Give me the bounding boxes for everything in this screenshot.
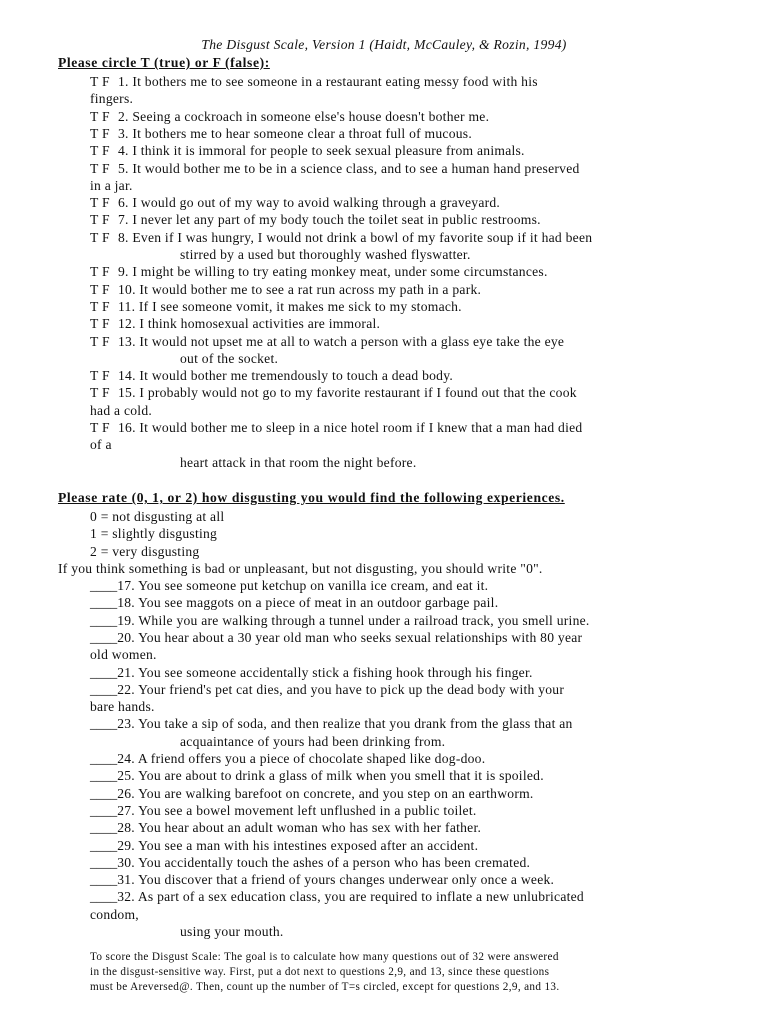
rating-instruction: If you think something is bad or unpleasant, but not disgusting, you should write "0". bbox=[58, 561, 543, 576]
rating-item bbox=[90, 750, 485, 767]
rating-answer-blank[interactable]: ____ bbox=[90, 629, 118, 645]
tf-item-text: 16. It would bother me to sleep in a nice hotel room if I knew that a man had died bbox=[118, 420, 583, 435]
tf-item bbox=[90, 315, 380, 332]
tf-item bbox=[90, 384, 577, 401]
rating-item bbox=[90, 594, 498, 611]
rating-answer-blank[interactable]: ____ bbox=[90, 837, 118, 853]
scoring-line: must be Areversed@. Then, count up the number of T=s circled, except for questions 2,9, and 13. bbox=[90, 981, 560, 993]
rating-item bbox=[90, 785, 534, 802]
true-false-marker[interactable]: T F bbox=[90, 420, 110, 435]
true-false-marker[interactable]: T F bbox=[90, 74, 110, 89]
true-false-marker[interactable]: T F bbox=[90, 143, 110, 159]
tf-item-continuation: fingers. bbox=[90, 91, 134, 107]
rating-answer-blank[interactable]: ____ bbox=[90, 664, 118, 680]
tf-item-text: 5. It would bother me to be in a science class, and to see a human hand preserved bbox=[118, 160, 580, 176]
rating-answer-blank[interactable]: ____ bbox=[90, 612, 118, 628]
section-rating-header: Please rate (0, 1, or 2) how disgusting you would find the following experiences. bbox=[58, 490, 565, 505]
rating-item-text: 17. You see someone put ketchup on vanilla ice cream, and eat it. bbox=[117, 578, 489, 593]
rating-item-continuation: bare hands. bbox=[90, 699, 155, 715]
rating-item-text: 19. While you are walking through a tunnel under a railroad track, you smell urine. bbox=[117, 612, 590, 628]
tf-item bbox=[90, 125, 472, 142]
tf-item bbox=[90, 108, 489, 125]
rating-item-text: 30. You accidentally touch the ashes of a person who has been cremated. bbox=[117, 854, 531, 870]
rating-answer-blank[interactable]: ____ bbox=[90, 751, 118, 766]
tf-item bbox=[90, 194, 500, 211]
rating-item-continuation: condom, bbox=[90, 906, 139, 922]
true-false-marker[interactable]: T F bbox=[90, 229, 110, 245]
true-false-marker[interactable]: T F bbox=[90, 108, 110, 124]
tf-item-continuation: heart attack in that room the night before. bbox=[180, 454, 417, 470]
rating-item bbox=[90, 854, 530, 871]
true-false-marker[interactable]: T F bbox=[90, 298, 110, 314]
rating-item-text: 18. You see maggots on a piece of meat in an outdoor garbage pail. bbox=[117, 595, 499, 611]
tf-item-text: 13. It would not upset me at all to watch a person with a glass eye take the eye bbox=[118, 333, 565, 349]
rating-item-text: 28. You hear about an adult woman who has sex with her father. bbox=[117, 820, 482, 836]
rating-answer-blank[interactable]: ____ bbox=[90, 820, 118, 836]
true-false-marker[interactable]: T F bbox=[90, 160, 110, 176]
tf-item bbox=[90, 211, 541, 228]
rating-item-text: 27. You see a bowel movement left unflushed in a public toilet. bbox=[117, 802, 477, 818]
rating-item-text: 21. You see someone accidentally stick a fishing hook through his finger. bbox=[117, 664, 533, 680]
tf-item-text: 11. If I see someone vomit, it makes me sick to my stomach. bbox=[118, 298, 462, 314]
tf-item-continuation: out of the socket. bbox=[180, 350, 279, 366]
rating-answer-blank[interactable]: ____ bbox=[90, 889, 118, 905]
true-false-marker[interactable]: T F bbox=[90, 212, 110, 228]
tf-item-text: 10. It would bother me to see a rat run across my path in a park. bbox=[118, 281, 482, 297]
true-false-marker[interactable]: T F bbox=[90, 125, 110, 141]
tf-item-continuation: had a cold. bbox=[90, 402, 153, 418]
rating-answer-blank[interactable]: ____ bbox=[90, 785, 118, 801]
tf-item-text: 8. Even if I was hungry, I would not drink a bowl of my favorite soup if it had been bbox=[118, 229, 593, 245]
true-false-marker[interactable]: T F bbox=[90, 368, 110, 384]
tf-item-text: 1. It bothers me to see someone in a restaurant eating messy food with his bbox=[118, 74, 538, 89]
tf-item bbox=[90, 298, 462, 315]
rating-item-text: 26. You are walking barefoot on concrete, and you step on an earthworm. bbox=[117, 785, 534, 801]
scale-item-0: 0 = not disgusting at all bbox=[90, 509, 225, 524]
scoring-line: To score the Disgust Scale: The goal is to calculate how many questions out of 32 were answered bbox=[90, 951, 559, 963]
tf-item bbox=[90, 73, 538, 90]
tf-item bbox=[90, 263, 548, 280]
tf-item-continuation: in a jar. bbox=[90, 177, 133, 193]
tf-item-text: 6. I would go out of my way to avoid walking through a graveyard. bbox=[118, 195, 501, 211]
tf-item-continuation: stirred by a used but thoroughly washed flyswatter. bbox=[180, 247, 471, 262]
rating-item-text: 24. A friend offers you a piece of chocolate shaped like dog-doo. bbox=[117, 751, 486, 766]
scoring-line: in the disgust-sensitive way. First, put a dot next to questions 2,9, and 13, since these questions bbox=[90, 966, 550, 978]
rating-item bbox=[90, 715, 573, 732]
rating-item-text: 31. You discover that a friend of yours changes underwear only once a week. bbox=[117, 872, 555, 888]
rating-item-text: 20. You hear about a 30 year old man who seeks sexual relationships with 80 year bbox=[117, 629, 583, 645]
true-false-marker[interactable]: T F bbox=[90, 333, 110, 349]
rating-item-continuation: using your mouth. bbox=[180, 924, 284, 939]
rating-item bbox=[90, 664, 533, 681]
true-false-marker[interactable]: T F bbox=[90, 385, 110, 401]
true-false-marker[interactable]: T F bbox=[90, 264, 110, 280]
scoring-instructions bbox=[90, 950, 710, 995]
rating-item-text: 22. Your friend's pet cat dies, and you have to pick up the dead body with your bbox=[117, 681, 565, 697]
tf-item-text: 15. I probably would not go to my favorite restaurant if I found out that the cook bbox=[118, 385, 577, 401]
rating-item bbox=[90, 802, 477, 819]
scale-item-2: 2 = very disgusting bbox=[90, 544, 200, 559]
rating-item bbox=[90, 577, 488, 594]
rating-item bbox=[90, 837, 478, 854]
scale-item-1: 1 = slightly disgusting bbox=[90, 526, 218, 541]
rating-item bbox=[90, 767, 544, 784]
rating-item-continuation: old women. bbox=[90, 647, 157, 663]
tf-item bbox=[90, 419, 582, 436]
tf-item bbox=[90, 367, 453, 384]
tf-item bbox=[90, 160, 580, 177]
tf-item-continuation: of a bbox=[90, 437, 112, 453]
tf-item-text: 2. Seeing a cockroach in someone else's house doesn't bother me. bbox=[118, 108, 490, 124]
rating-answer-blank[interactable]: ____ bbox=[90, 802, 118, 818]
rating-item bbox=[90, 888, 584, 905]
rating-item-text: 23. You take a sip of soda, and then realize that you drank from the glass that an bbox=[117, 716, 573, 732]
tf-item bbox=[90, 229, 592, 246]
true-false-marker[interactable]: T F bbox=[90, 195, 110, 211]
rating-answer-blank[interactable]: ____ bbox=[90, 716, 118, 732]
tf-item bbox=[90, 281, 481, 298]
tf-item-text: 7. I never let any part of my body touch the toilet seat in public restrooms. bbox=[118, 212, 541, 228]
rating-item-text: 29. You see a man with his intestines exposed after an accident. bbox=[117, 837, 479, 853]
rating-item-text: 32. As part of a sex education class, you are required to inflate a new unlubricated bbox=[117, 889, 584, 905]
tf-item-text: 4. I think it is immoral for people to seek sexual pleasure from animals. bbox=[118, 143, 525, 159]
tf-item-text: 14. It would bother me tremendously to touch a dead body. bbox=[118, 368, 454, 384]
tf-item-text: 12. I think homosexual activities are immoral. bbox=[118, 316, 381, 332]
rating-answer-blank[interactable]: ____ bbox=[90, 595, 118, 611]
rating-item bbox=[90, 612, 590, 629]
tf-item-text: 3. It bothers me to hear someone clear a throat full of mucous. bbox=[118, 125, 472, 141]
rating-answer-blank[interactable]: ____ bbox=[90, 872, 118, 888]
rating-answer-blank[interactable]: ____ bbox=[90, 768, 118, 784]
true-false-marker[interactable]: T F bbox=[90, 281, 110, 297]
rating-answer-blank[interactable]: ____ bbox=[90, 681, 118, 697]
rating-answer-blank[interactable]: ____ bbox=[90, 854, 118, 870]
tf-item bbox=[90, 333, 564, 350]
rating-item bbox=[90, 629, 582, 646]
rating-answer-blank[interactable]: ____ bbox=[90, 578, 118, 593]
rating-item bbox=[90, 871, 554, 888]
tf-item bbox=[90, 142, 525, 159]
tf-item-text: 9. I might be willing to try eating monkey meat, under some circumstances. bbox=[118, 264, 548, 280]
rating-item-continuation: acquaintance of yours had been drinking from. bbox=[180, 733, 446, 749]
rating-item-text: 25. You are about to drink a glass of milk when you smell that it is spoiled. bbox=[117, 768, 544, 784]
rating-item bbox=[90, 819, 481, 836]
section-true-false-header: Please circle T (true) or F (false): bbox=[58, 55, 270, 70]
document-title: The Disgust Scale, Version 1 (Haidt, McCauley, & Rozin, 1994) bbox=[201, 37, 567, 52]
true-false-marker[interactable]: T F bbox=[90, 316, 110, 332]
rating-item bbox=[90, 681, 564, 698]
